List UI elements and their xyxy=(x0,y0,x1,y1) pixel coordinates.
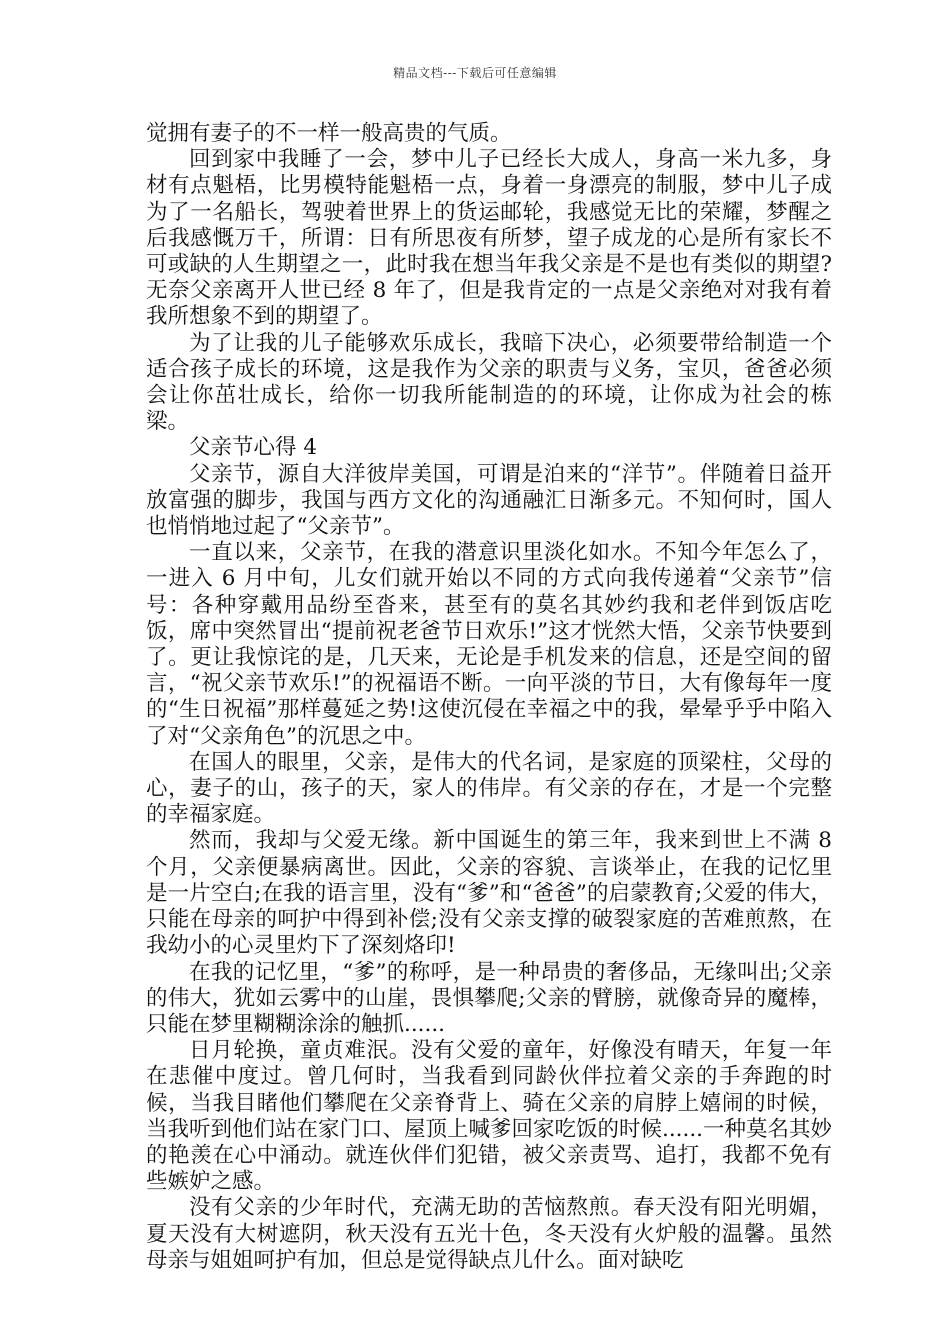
page-header: 精品文档---下载后可任意编辑 xyxy=(393,66,557,80)
paragraph: 为了让我的儿子能够欢乐成长，我暗下决心，必须要带给制造一个适合孩子成长的环境，这是我作为父亲的职责与义务，宝贝，爸爸必须会让你茁壮成长，给你一切我所能制造的的环境，让你成为社会的栋梁。 xyxy=(146,330,832,435)
section-heading: 父亲节心得 4 xyxy=(189,435,318,461)
paragraph: 在国人的眼里，父亲，是伟大的代名词，是家庭的顶梁柱，父母的心，妻子的山，孩子的天，家人的伟岸。有父亲的存在，才是一个完整的幸福家庭。 xyxy=(146,749,832,828)
paragraph: 回到家中我睡了一会，梦中儿子已经长大成人，身高一米九多，身材有点魁梧，比男模特能魁梧一点，身着一身漂亮的制服，梦中儿子成为了一名船长，驾驶着世界上的货运邮轮，我感觉无比的荣耀，梦醒之后我感慨万千，所谓：日有所思夜有所梦，望子成龙的心是所有家长不可或缺的人生期望之一，此时我在想当年我父亲是不是也有类似的期望?无奈父亲离开人世已经 8 年了，但是我肯定的一点是父亲绝对对我有着我所想象不到的期望了。 xyxy=(146,147,832,330)
paragraph-continuation: 觉拥有妻子的不一样一般高贵的气质。 xyxy=(146,121,512,146)
document-body xyxy=(146,121,832,1274)
paragraph: 日月轮换，童贞难泯。没有父爱的童年，好像没有晴天，年复一年在悲催中度过。曾几何时，当我看到同龄伙伴拉着父亲的手奔跑的时候，当我目睹他们攀爬在父亲脊背上、骑在父亲的肩脖上嬉闹的时候，当我听到他们站在家门口、屋顶上喊爹回家吃饭的时候......一种莫名其妙的艳羡在心中涌动。就连伙伴们犯错，被父亲责骂、追打，我都不免有些嫉妒之感。 xyxy=(146,1038,833,1195)
paragraph: 一直以来，父亲节，在我的潜意识里淡化如水。不知今年怎么了，一进入 6 月中旬，儿女们就开始以不同的方式向我传递着“父亲节”信号：各种穿戴用品纷至沓来，甚至有的莫名其妙约我和老伴到饭店吃饭，席中突然冒出“提前祝老爸节日欢乐!”这才恍然大悟，父亲节快要到了。更让我惊诧的是，几天来，无论是手机发来的信息，还是空间的留言，“祝父亲节欢乐!”的祝福语不断。一向平淡的节日，大有像每年一度的“生日祝福”那样蔓延之势!这使沉侵在幸福之中的我，晕晕乎乎中陷入了对“父亲角色”的沉思之中。 xyxy=(146,540,832,749)
paragraph: 在我的记忆里，“爹”的称呼，是一种昂贵的奢侈品，无缘叫出;父亲的伟大，犹如云雾中的山崖，畏惧攀爬;父亲的臂膀，就像奇异的魔棒，只能在梦里糊糊涂涂的触抓...... xyxy=(146,959,832,1037)
paragraph: 没有父亲的少年时代，充满无助的苦恼熬煎。春天没有阳光明媚，夏天没有大树遮阴，秋天没有五光十色，冬天没有火炉般的温馨。虽然母亲与姐姐呵护有加，但总是觉得缺点儿什么。面对缺吃 xyxy=(146,1195,832,1273)
paragraph: 然而，我却与父爱无缘。新中国诞生的第三年，我来到世上不满 8 个月，父亲便暴病离世。因此，父亲的容貌、言谈举止，在我的记忆里是一片空白;在我的语言里，没有“爹”和“爸爸”的启蒙教育;父爱的伟大，只能在母亲的呵护中得到补偿;没有父亲支撑的破裂家庭的苦难煎熬，在我幼小的心灵里灼下了深刻烙印! xyxy=(146,828,832,959)
paragraph: 父亲节，源自大洋彼岸美国，可谓是泊来的“洋节”。伴随着日益开放富强的脚步，我国与西方文化的沟通融汇日渐多元。不知何时，国人也悄悄地过起了“父亲节”。 xyxy=(146,461,832,540)
